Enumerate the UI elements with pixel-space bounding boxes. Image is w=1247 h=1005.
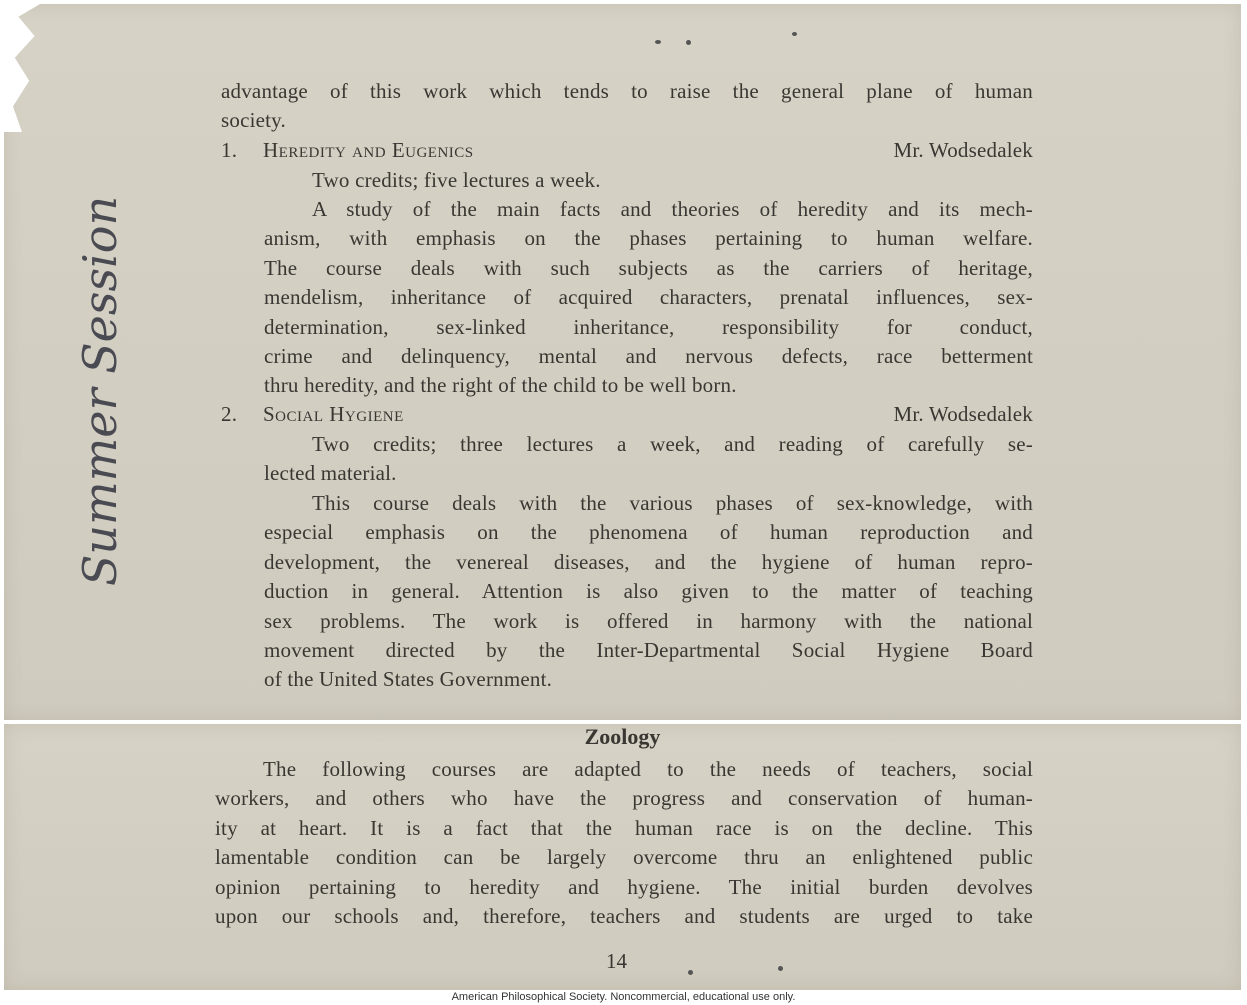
paper-speck	[688, 970, 693, 975]
section-heading: Zoology	[584, 724, 661, 749]
course-number: 2.	[221, 402, 238, 426]
course-1-description	[264, 195, 1033, 401]
intro-text	[221, 77, 1033, 136]
paper-speck	[792, 32, 797, 36]
description-line: A study of the main facts and theories of heredity and its mech-	[312, 197, 1033, 221]
description-line: development, the venereal diseases, and the hygiene of human repro-	[264, 549, 1033, 574]
course-1-credits	[312, 166, 1033, 195]
intro-line: society.	[221, 108, 286, 133]
course-title: Social Hygiene	[263, 402, 404, 426]
description-line: The course deals with such subjects as the carriers of heritage,	[264, 255, 1033, 280]
paragraph-line: workers, and others who have the progress and conservation of human-	[215, 786, 1033, 811]
handwritten-note-text: Summer Session	[73, 195, 127, 587]
description-line: anism, with emphasis on the phases pertaining to human welfare.	[264, 226, 1033, 251]
course-credits-line: lected material.	[264, 461, 397, 486]
course-credits-line: Two credits; three lectures a week, and reading of carefully se-	[312, 432, 1033, 456]
paragraph-line: upon our schools and, therefore, teachers and students are urged to take	[215, 904, 1033, 929]
description-line: thru heredity, and the right of the child to be well born.	[264, 373, 737, 398]
description-line: mendelism, inheritance of acquired characters, prenatal influences, sex-	[264, 285, 1033, 310]
paragraph-line: The following courses are adapted to the needs of teachers, social	[263, 757, 1033, 781]
intro-line: advantage of this work which tends to raise the general plane of human	[221, 79, 1033, 103]
paragraph-line: opinion pertaining to heredity and hygiene. The initial burden devolves	[215, 874, 1033, 899]
paragraph-line: lamentable condition can be largely overcome thru an enlightened public	[215, 845, 1033, 870]
paper-speck	[686, 40, 691, 45]
course-2-header	[221, 400, 1033, 429]
description-line: crime and delinquency, mental and nervous defects, race betterment	[264, 344, 1033, 369]
course-1	[221, 136, 1033, 165]
course-instructor: Mr. Wodsedalek	[893, 138, 1033, 162]
course-instructor: Mr. Wodsedalek	[893, 402, 1033, 426]
description-line: sex problems. The work is offered in harmony with the national	[264, 608, 1033, 633]
course-title: Heredity and Eugenics	[263, 138, 474, 162]
course-2-credits	[264, 430, 1033, 489]
paper-speck	[778, 966, 783, 971]
description-line: This course deals with the various phases of sex-knowledge, with	[312, 491, 1033, 515]
paragraph-line: ity at heart. It is a fact that the human race is on the decline. This	[215, 815, 1033, 840]
description-line: movement directed by the Inter-Departmental Social Hygiene Board	[264, 638, 1033, 663]
course-2-description	[264, 489, 1033, 695]
course-credits: Two credits; five lectures a week.	[312, 168, 601, 192]
handwritten-note	[30, 165, 180, 615]
course-number: 1.	[221, 138, 238, 162]
description-line: determination, sex-linked inheritance, responsibility for conduct,	[264, 314, 1033, 339]
course-1-header	[221, 136, 1033, 165]
course-2	[221, 400, 1033, 429]
zoology-paragraph	[215, 755, 1033, 931]
page-number: 14	[606, 949, 627, 973]
paper-speck	[655, 40, 661, 44]
description-line: especial emphasis on the phenomena of human reproduction and	[264, 520, 1033, 545]
credit-line: American Philosophical Society. Noncommercial, educational use only.	[451, 991, 796, 1003]
description-line: of the United States Government.	[264, 667, 553, 692]
description-line: duction in general. Attention is also given to the matter of teaching	[264, 579, 1033, 604]
